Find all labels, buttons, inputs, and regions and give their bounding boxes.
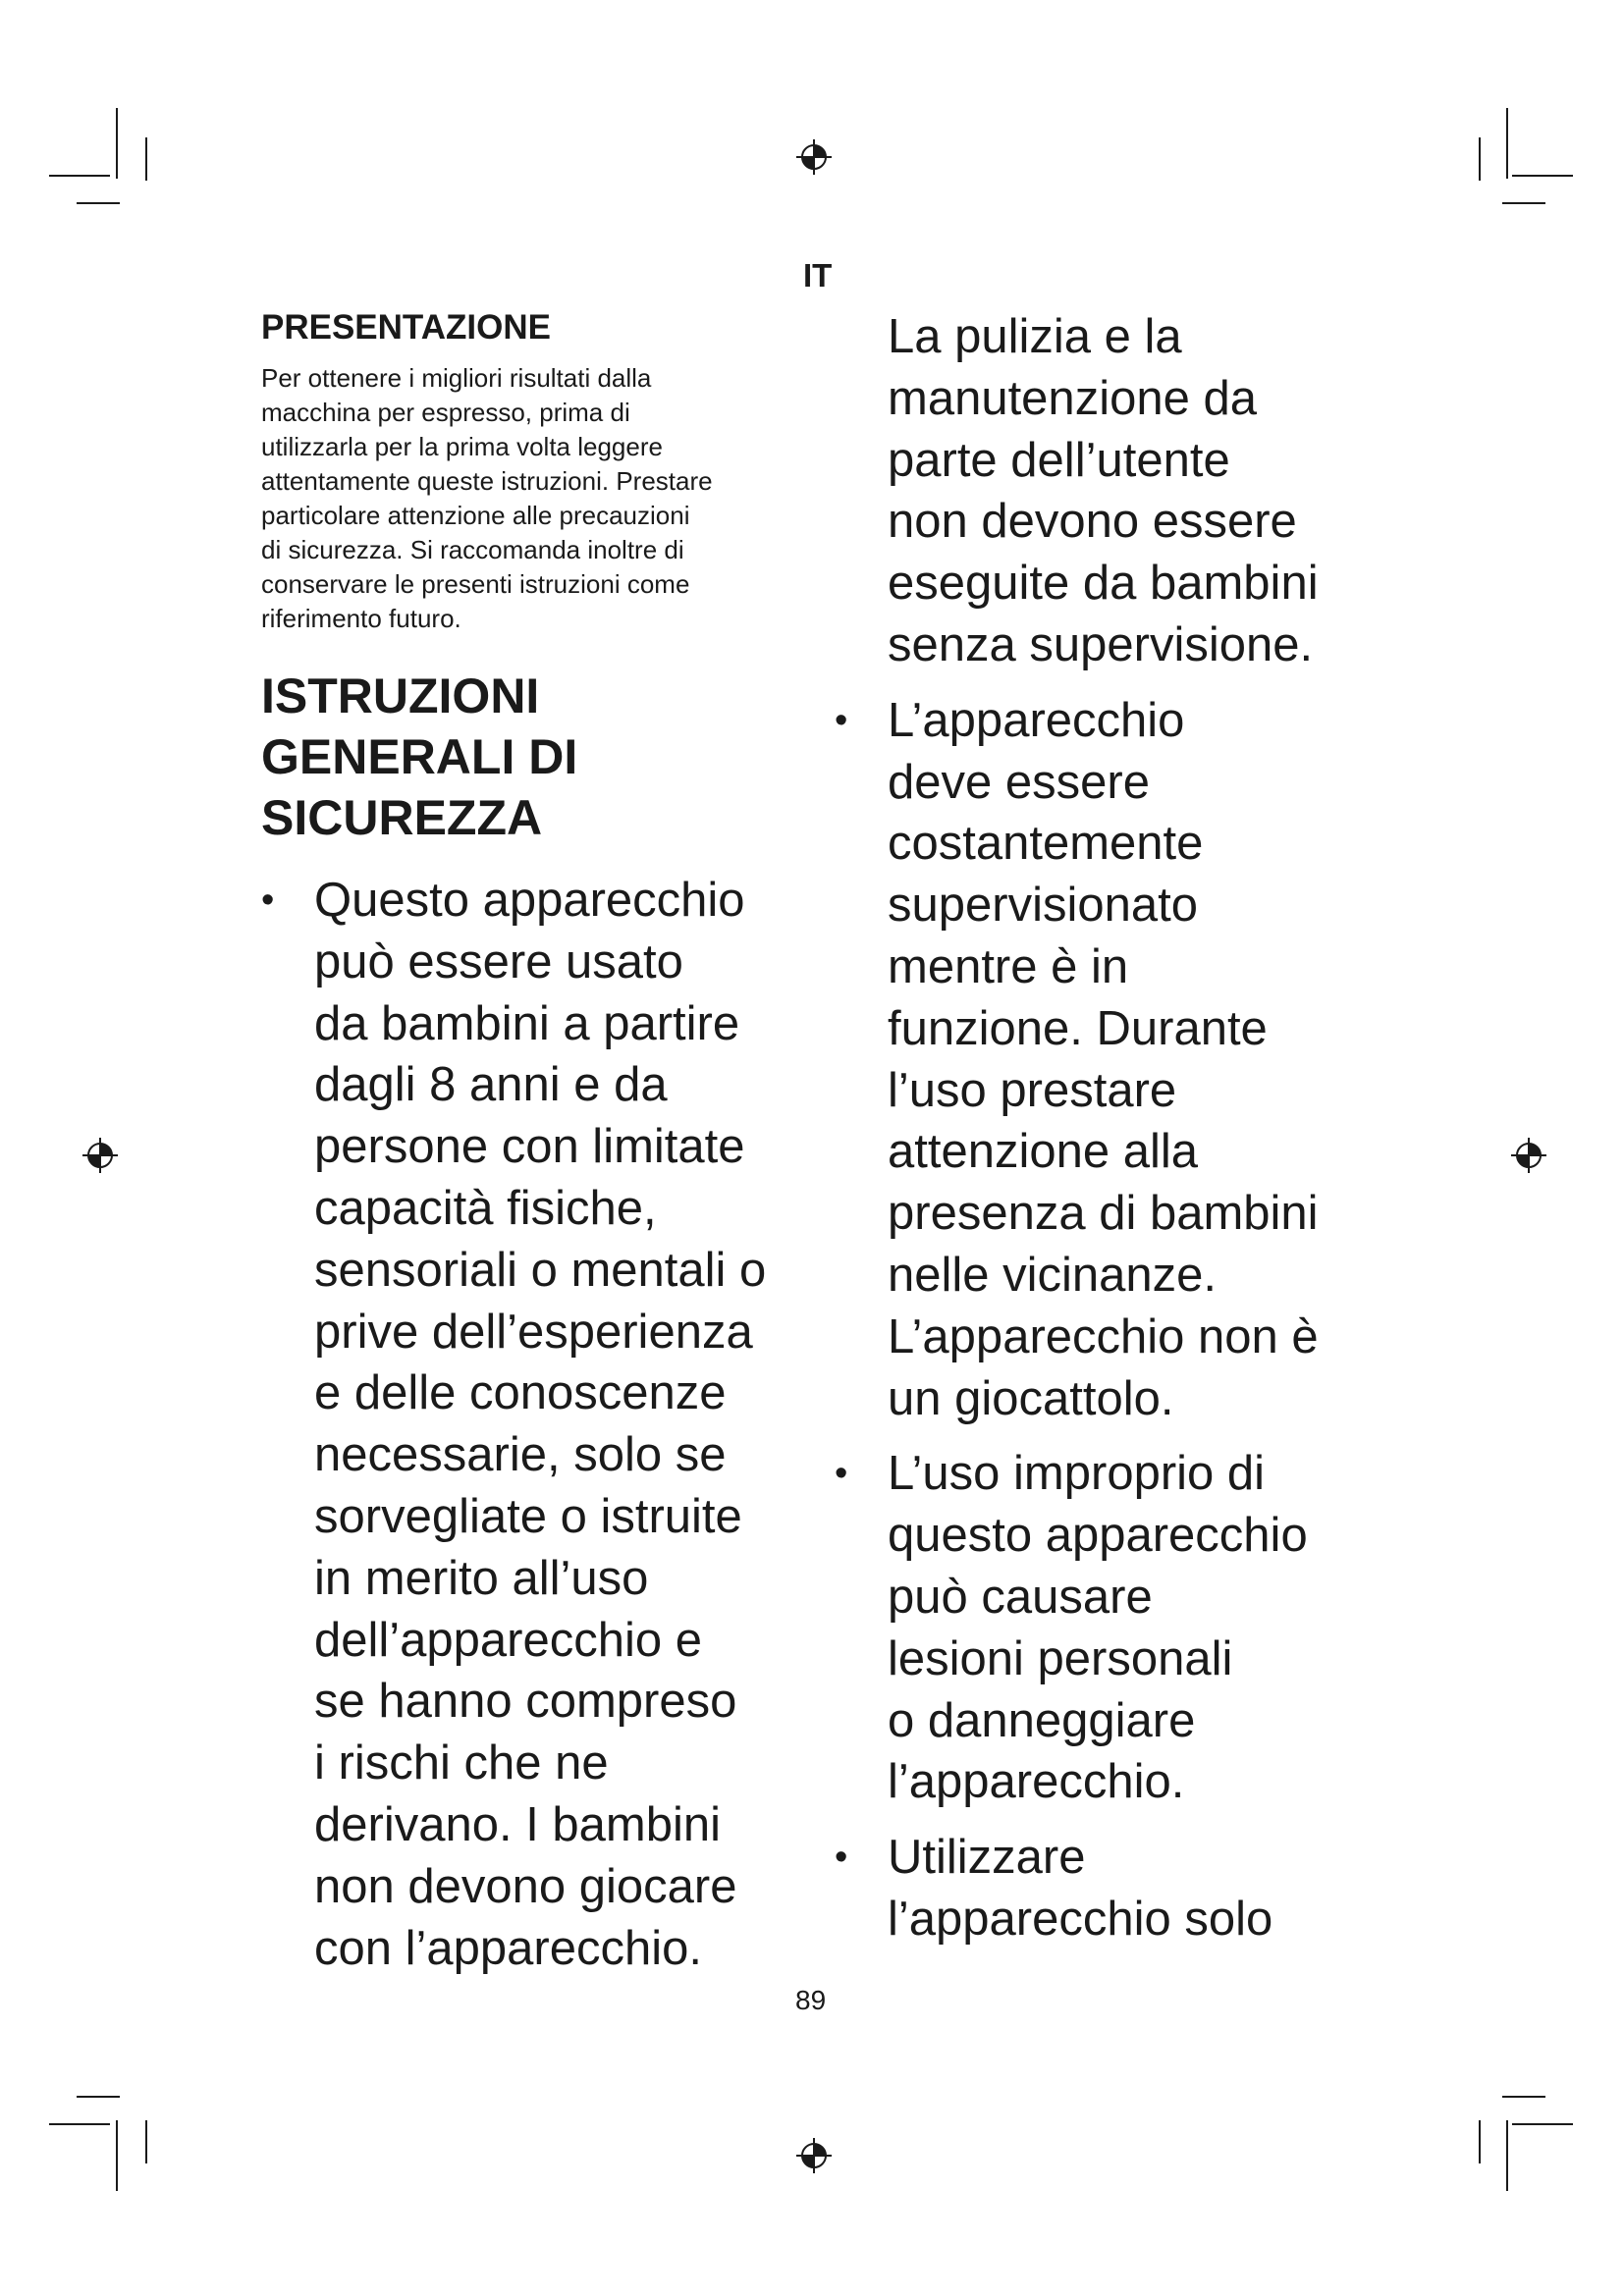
bullet-line: questo apparecchio xyxy=(888,1509,1308,1563)
crop-mark-icon xyxy=(1502,2096,1545,2098)
crop-mark-icon xyxy=(1512,175,1573,177)
bullet-line: manutenzione da xyxy=(888,371,1257,425)
safety-title xyxy=(261,666,811,848)
crop-mark-icon xyxy=(145,2120,147,2163)
bullet-line: derivano. I bambini xyxy=(314,1797,722,1851)
bullet-line: deve essere xyxy=(888,755,1150,809)
crop-mark-icon xyxy=(1502,202,1545,204)
bullet-line: l’uso prestare xyxy=(888,1063,1177,1117)
bullet-line: prive dell’esperienza xyxy=(314,1305,753,1359)
bullet-line: eseguite da bambini xyxy=(888,557,1319,611)
bullet-line: L’apparecchio non è xyxy=(888,1309,1319,1363)
safety-bullet-continuation xyxy=(835,306,1384,676)
bullet-line: attenzione alla xyxy=(888,1125,1199,1179)
right-column xyxy=(835,306,1384,1964)
bullet-line: Utilizzare xyxy=(888,1831,1086,1885)
crop-mark-icon xyxy=(77,202,120,204)
bullet-line: l’apparecchio solo xyxy=(888,1892,1273,1946)
crop-mark-icon xyxy=(1506,108,1508,179)
bullet-line: i rischi che ne xyxy=(314,1736,609,1790)
language-tag: IT xyxy=(803,257,833,294)
bullet-line: supervisionato xyxy=(888,879,1198,933)
intro-line: utilizzarla per la prima volta leggere xyxy=(261,432,663,461)
bullet-line: sorvegliate o istruite xyxy=(314,1489,742,1543)
bullet-line: dagli 8 anni e da xyxy=(314,1058,668,1112)
intro-line: macchina per espresso, prima di xyxy=(261,398,630,427)
bullet-line: non devono essere xyxy=(888,495,1297,549)
bullet-line: da bambini a partire xyxy=(314,996,740,1050)
bullet-line: non devono giocare xyxy=(314,1859,737,1913)
registration-mark-icon xyxy=(81,1136,120,1175)
bullet-line: persone con limitate xyxy=(314,1120,745,1174)
safety-bullet-use-only xyxy=(835,1827,1384,1950)
bullet-line: può causare xyxy=(888,1570,1153,1624)
bullet-dot: • xyxy=(261,880,275,921)
intro-line: riferimento futuro. xyxy=(261,604,461,633)
bullet-line: L’uso improprio di xyxy=(888,1447,1266,1501)
bullet-line: e delle conoscenze xyxy=(314,1366,727,1420)
registration-mark-icon xyxy=(1509,1136,1548,1175)
registration-mark-icon xyxy=(794,137,834,177)
bullet-line: funzione. Durante xyxy=(888,1001,1268,1055)
registration-mark-icon xyxy=(794,2136,834,2175)
bullet-line: parte dell’utente xyxy=(888,433,1230,487)
crop-mark-icon xyxy=(49,2123,110,2125)
intro-line: di sicurezza. Si raccomanda inoltre di xyxy=(261,535,684,564)
left-column xyxy=(261,306,811,1979)
crop-mark-icon xyxy=(116,108,118,179)
bullet-line: dell’apparecchio e xyxy=(314,1613,702,1667)
bullet-line: senza supervisione. xyxy=(888,617,1314,671)
intro-paragraph xyxy=(261,361,811,636)
intro-title: PRESENTAZIONE xyxy=(261,308,551,347)
bullet-line: mentre è in xyxy=(888,939,1129,993)
safety-title-line: SICUREZZA xyxy=(261,790,543,845)
bullet-line: presenza di bambini xyxy=(888,1187,1319,1241)
bullet-line: La pulizia e la xyxy=(888,310,1182,363)
bullet-line: nelle vicinanze. xyxy=(888,1248,1218,1302)
bullet-line: può essere usato xyxy=(314,934,683,988)
crop-mark-icon xyxy=(49,175,110,177)
crop-mark-icon xyxy=(1506,2120,1508,2191)
intro-line: particolare attenzione alle precauzioni xyxy=(261,501,690,530)
intro-line: Per ottenere i migliori risultati dalla xyxy=(261,363,652,393)
bullet-line: in merito all’uso xyxy=(314,1551,649,1605)
bullet-line: necessarie, solo se xyxy=(314,1428,727,1482)
bullet-line: costantemente xyxy=(888,817,1204,871)
left-bullet-list xyxy=(261,870,811,1979)
bullet-line: un giocattolo. xyxy=(888,1371,1174,1425)
right-bullet-list xyxy=(835,306,1384,1950)
safety-bullet-improper-use xyxy=(835,1443,1384,1813)
safety-bullet-children-use xyxy=(261,870,811,1979)
bullet-line: lesioni personali xyxy=(888,1631,1233,1685)
bullet-line: sensoriali o mentali o xyxy=(314,1243,767,1297)
crop-mark-icon xyxy=(77,2096,120,2098)
crop-mark-icon xyxy=(1479,2120,1481,2163)
page-number: 89 xyxy=(795,1985,827,2015)
crop-mark-icon xyxy=(1512,2123,1573,2125)
safety-title-line: ISTRUZIONI xyxy=(261,668,540,723)
safety-title-line: GENERALI DI xyxy=(261,729,578,784)
crop-mark-icon xyxy=(1479,137,1481,181)
bullet-line: o danneggiare xyxy=(888,1693,1196,1747)
bullet-dot: • xyxy=(835,1837,848,1879)
bullet-line: Questo apparecchio xyxy=(314,874,745,927)
intro-line: attentamente queste istruzioni. Prestare xyxy=(261,466,713,496)
bullet-dot: • xyxy=(835,1453,848,1495)
intro-line: conservare le presenti istruzioni come xyxy=(261,569,690,599)
crop-mark-icon xyxy=(116,2120,118,2191)
bullet-line: l’apparecchio. xyxy=(888,1755,1185,1809)
bullet-line: se hanno compreso xyxy=(314,1675,737,1729)
bullet-dot: • xyxy=(835,699,848,741)
crop-mark-icon xyxy=(145,137,147,181)
bullet-line: con l’apparecchio. xyxy=(314,1921,702,1975)
bullet-line: L’apparecchio xyxy=(888,693,1185,747)
bullet-line: capacità fisiche, xyxy=(314,1181,657,1235)
safety-bullet-supervision xyxy=(835,690,1384,1430)
